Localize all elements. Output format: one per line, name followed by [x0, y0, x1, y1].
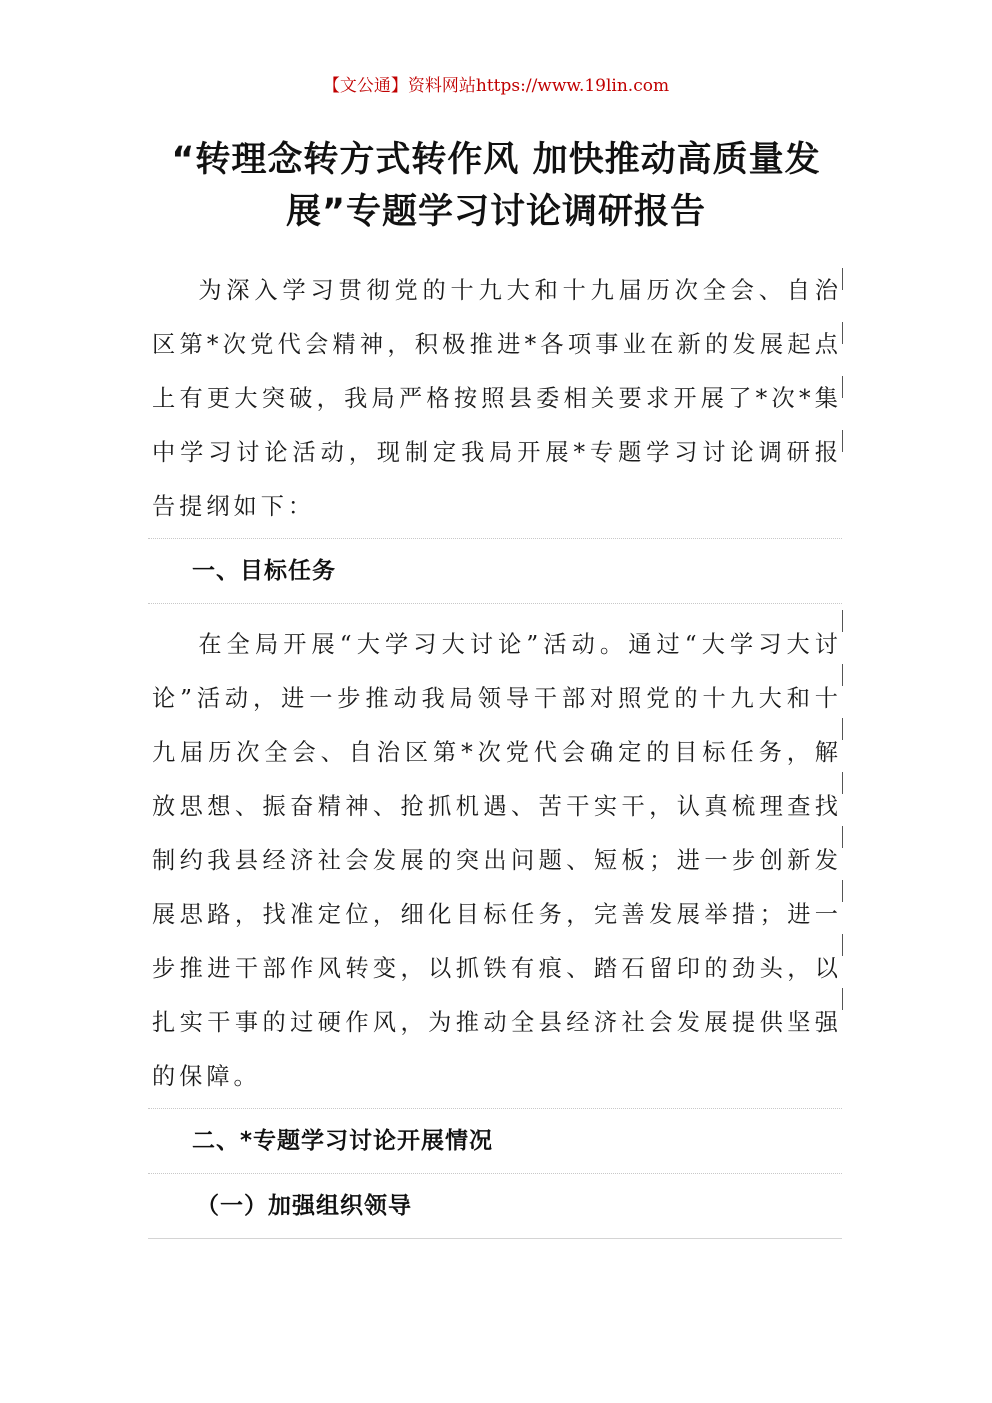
margin-mark — [842, 610, 843, 632]
margin-mark — [842, 880, 843, 902]
margin-mark — [842, 430, 843, 452]
source-header: 【文公通】资料网站https://www.19lin.com — [322, 76, 670, 96]
margin-mark — [842, 376, 843, 398]
margin-mark — [842, 934, 843, 956]
margin-mark — [842, 268, 843, 290]
document-body — [152, 264, 842, 1239]
margin-mark — [842, 772, 843, 794]
subsection-heading-leadership: （一）加强组织领导 — [196, 1193, 412, 1219]
document-title: “转理念转方式转作风 加快推动高质量发展”专题学习讨论调研报告 — [171, 140, 821, 232]
goals-paragraph: 在全局开展“大学习大讨论”活动。通过“大学习大讨论”活动，进一步推动我局领导干部对照党的十九大和十九届历次全会、自治区第*次党代会确定的目标任务，解放思想、振奋精神、抢抓机遇、苦干实干，认真梳理查找制约我县经济社会发展的突出问题、短板；进一步创新发展思路，找准定位，细化目标任务，完善发展举措；进一步推进干部作风转变，以抓铁有痕、踏石留印的劲头，以扎实干事的过硬作风，为推动全县经济社会发展提供坚强的保障。 — [152, 631, 842, 1090]
section-heading-goals: 一、目标任务 — [192, 558, 336, 584]
margin-mark — [842, 988, 843, 1010]
margin-mark — [842, 718, 843, 740]
section-heading-progress: 二、*专题学习讨论开展情况 — [192, 1128, 494, 1154]
paragraph-divider — [148, 1238, 842, 1239]
margin-mark — [842, 826, 843, 848]
paragraph-divider — [148, 603, 842, 604]
margin-mark — [842, 664, 843, 686]
margin-mark — [842, 322, 843, 344]
intro-paragraph: 为深入学习贯彻党的十九大和十九届历次全会、自治区第*次党代会精神，积极推进*各项事业在新的发展起点上有更大突破，我局严格按照县委相关要求开展了*次*集中学习讨论活动，现制定我局开展*专题学习讨论调研报告提纲如下： — [152, 277, 842, 520]
